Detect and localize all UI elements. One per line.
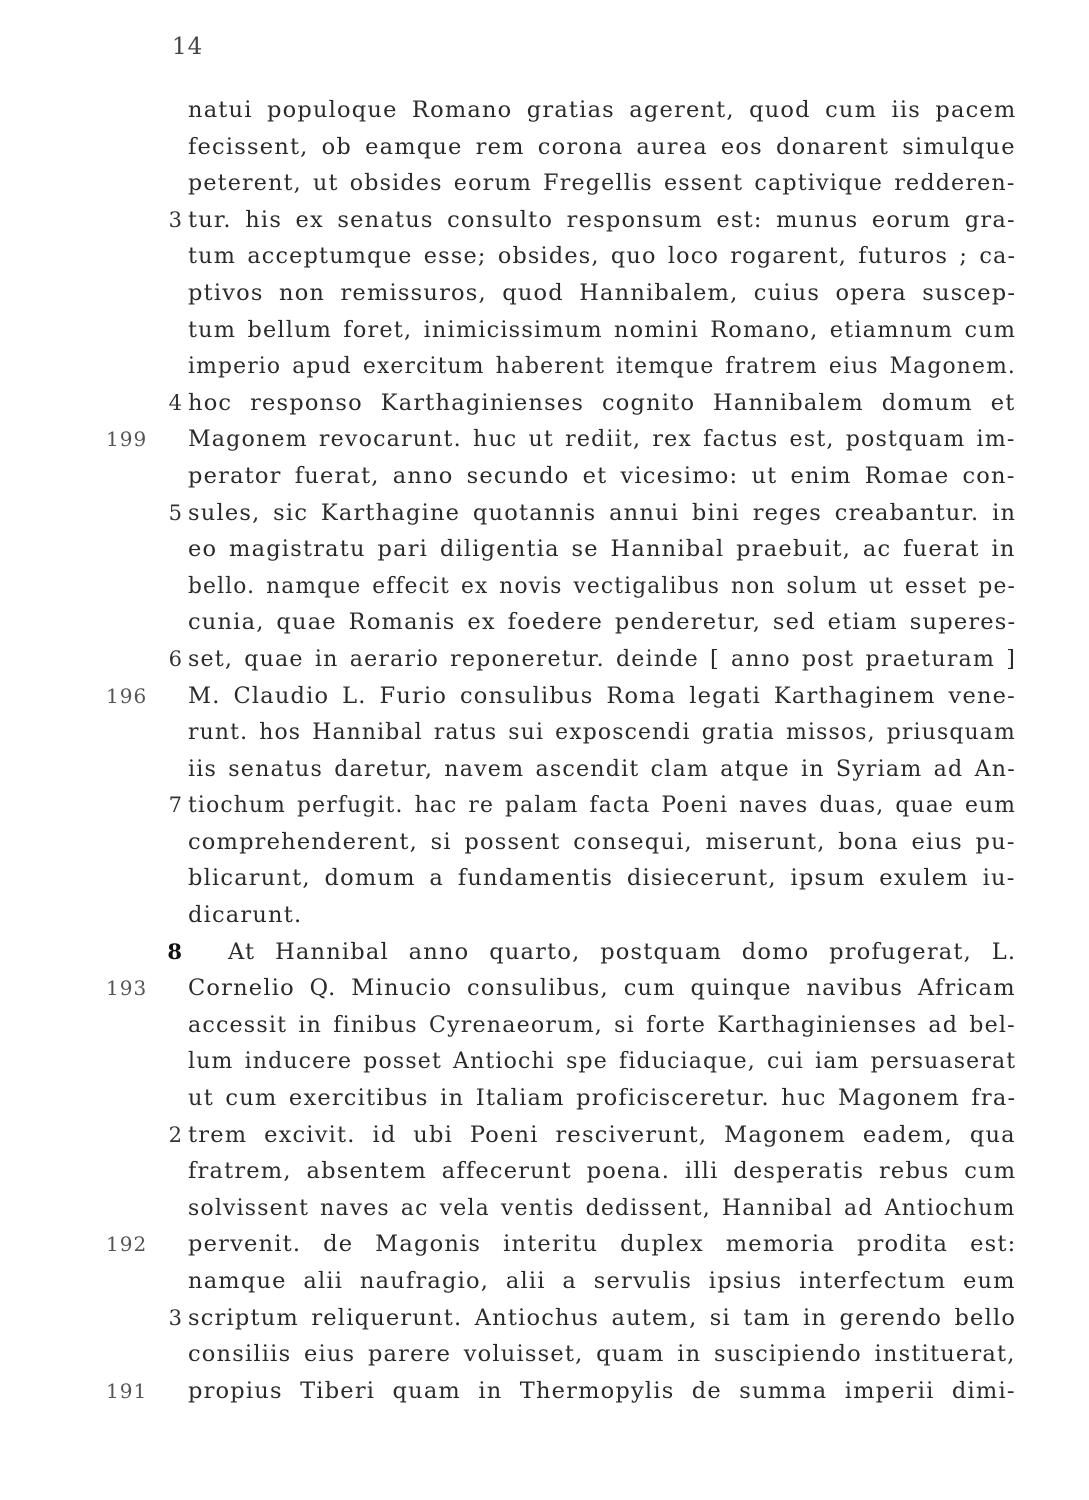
margin-year: 192 [106,1232,148,1257]
line-text: cunia, quae Romanis ex foedere penderetur, sed etiam superes- [188,609,1017,636]
text-line [0,678,1089,715]
line-text: tum acceptumque esse; obsides, quo loco rogarent, futuros ; ca- [188,243,1017,270]
line-text: imperio apud exercitum haberent itemque fratrem eius Magonem. [188,353,1017,380]
text-line [0,1263,1089,1300]
line-text: propius Tiberi quam in Thermopylis de summa imperii dimi- [188,1377,1016,1404]
text-line [0,165,1089,202]
text-line [0,202,1089,239]
line-text: pervenit. de Magonis interitu duplex memoria prodita est: [188,1231,1017,1258]
line-text: fecissent, ob eamque rem corona aurea eos donarent simulque [188,133,1016,160]
line-text: consiliis eius parere voluisset, quam in suscipiendo instituerat, [188,1341,1016,1368]
text-line [0,92,1089,129]
line-text: dicarunt. [188,902,303,929]
line-text: runt. hos Hannibal ratus sui exposcendi gratia missos, priusquam [188,719,1016,746]
text-line [0,641,1089,678]
margin-year: 193 [106,976,148,1001]
line-text: fratrem, absentem affecerunt poena. illi desperatis rebus cum [188,1158,1017,1185]
text-line [0,934,1089,971]
text-line [0,1373,1089,1410]
line-text: accessit in finibus Cyrenaeorum, si forte Karthaginienses ad bel- [188,1011,1016,1038]
line-text: ut cum exercitibus in Italiam proficisceretur. huc Magonem fra- [188,1085,1017,1112]
section-number: 3 [168,1305,182,1330]
line-text: tur. his ex senatus consulto responsum est: munus eorum gra- [188,206,1016,233]
section-number: 2 [168,1122,182,1147]
line-text: scriptum reliquerunt. Antiochus autem, si tam in gerendo bello [188,1304,1017,1331]
line-text: comprehenderent, si possent consequi, miserunt, bona eius pu- [188,828,1016,855]
line-text: perator fuerat, anno secundo et vicesimo: ut enim Romae con- [188,462,1016,489]
text-line [0,421,1089,458]
text-line [0,495,1089,532]
text-line [0,129,1089,166]
line-text: hoc responso Karthaginienses cognito Hannibalem domum et [188,389,1016,416]
line-text: peterent, ut obsides eorum Fregellis essent captivique redderen- [188,170,1016,197]
margin-year: 196 [106,683,148,708]
line-text: ptivos non remissuros, quod Hannibalem, cuius opera suscep- [188,279,1017,306]
line-text: At Hannibal anno quarto, postquam domo profugerat, L. [228,938,1017,965]
line-text: sules, sic Karthagine quotannis annui bini reges creabantur. in [188,499,1017,526]
text-line [0,1190,1089,1227]
text-line [0,385,1089,422]
line-text: Magonem revocarunt. huc ut rediit, rex factus est, postquam im- [188,426,1016,453]
margin-year: 191 [106,1378,148,1403]
page-number: 14 [172,34,204,60]
line-text: trem excivit. id ubi Poeni resciverunt, Magonem eadem, qua [188,1121,1016,1148]
line-text: set, quae in aerario reponeretur. deinde [ anno post praeturam ] [188,645,1017,672]
line-text: tum bellum foret, inimicissimum nomini Romano, etiamnum cum [188,316,1017,343]
text-line [0,1043,1089,1080]
line-text: M. Claudio L. Furio consulibus Roma legati Karthaginem vene- [188,682,1016,709]
text-line [0,751,1089,788]
text-line [0,458,1089,495]
line-text: solvissent naves ac vela ventis dedissent, Hannibal ad Antiochum [188,1194,1016,1221]
margin-year: 199 [106,427,148,452]
text-line [0,348,1089,385]
line-text: namque alii naufragio, alii a servulis ipsius interfectum eum [188,1268,1016,1294]
section-number: 8 [167,938,182,964]
text-line [0,1117,1089,1154]
text-line [0,1226,1089,1263]
section-number: 5 [168,500,182,525]
text-line [0,275,1089,312]
line-text: lum inducere posset Antiochi spe fiduciaque, cui iam persuaserat [188,1048,1017,1075]
line-text: eo magistratu pari diligentia se Hannibal praebuit, ac fuerat in [188,536,1016,563]
section-number: 4 [168,390,182,415]
line-text: natui populoque Romano gratias agerent, quod cum iis pacem [188,97,1017,123]
text-line [0,1007,1089,1044]
section-number: 6 [168,646,182,671]
line-text: iis senatus daretur, navem ascendit clam atque in Syriam ad An- [188,755,1016,782]
text-line [0,604,1089,641]
line-text: blicarunt, domum a fundamentis disiecerunt, ipsum exulem iu- [188,865,1016,892]
line-text: bello. namque effecit ex novis vectigalibus non solum ut esset pe- [188,572,1016,599]
text-line [0,1080,1089,1117]
latin-text-body [0,92,1089,1409]
text-line [0,238,1089,275]
text-line [0,970,1089,1007]
line-text: Cornelio Q. Minucio consulibus, cum quinque navibus Africam [188,975,1016,1002]
text-line [0,824,1089,861]
text-line [0,312,1089,349]
text-line [0,787,1089,824]
text-line [0,1336,1089,1373]
text-line [0,714,1089,751]
text-line [0,1300,1089,1337]
text-line [0,568,1089,605]
section-number: 3 [168,207,182,232]
line-text: tiochum perfugit. hac re palam facta Poeni naves duas, quae eum [188,792,1017,819]
section-number: 7 [168,793,182,818]
text-line [0,1153,1089,1190]
text-line [0,531,1089,568]
text-line [0,897,1089,934]
text-line [0,860,1089,897]
